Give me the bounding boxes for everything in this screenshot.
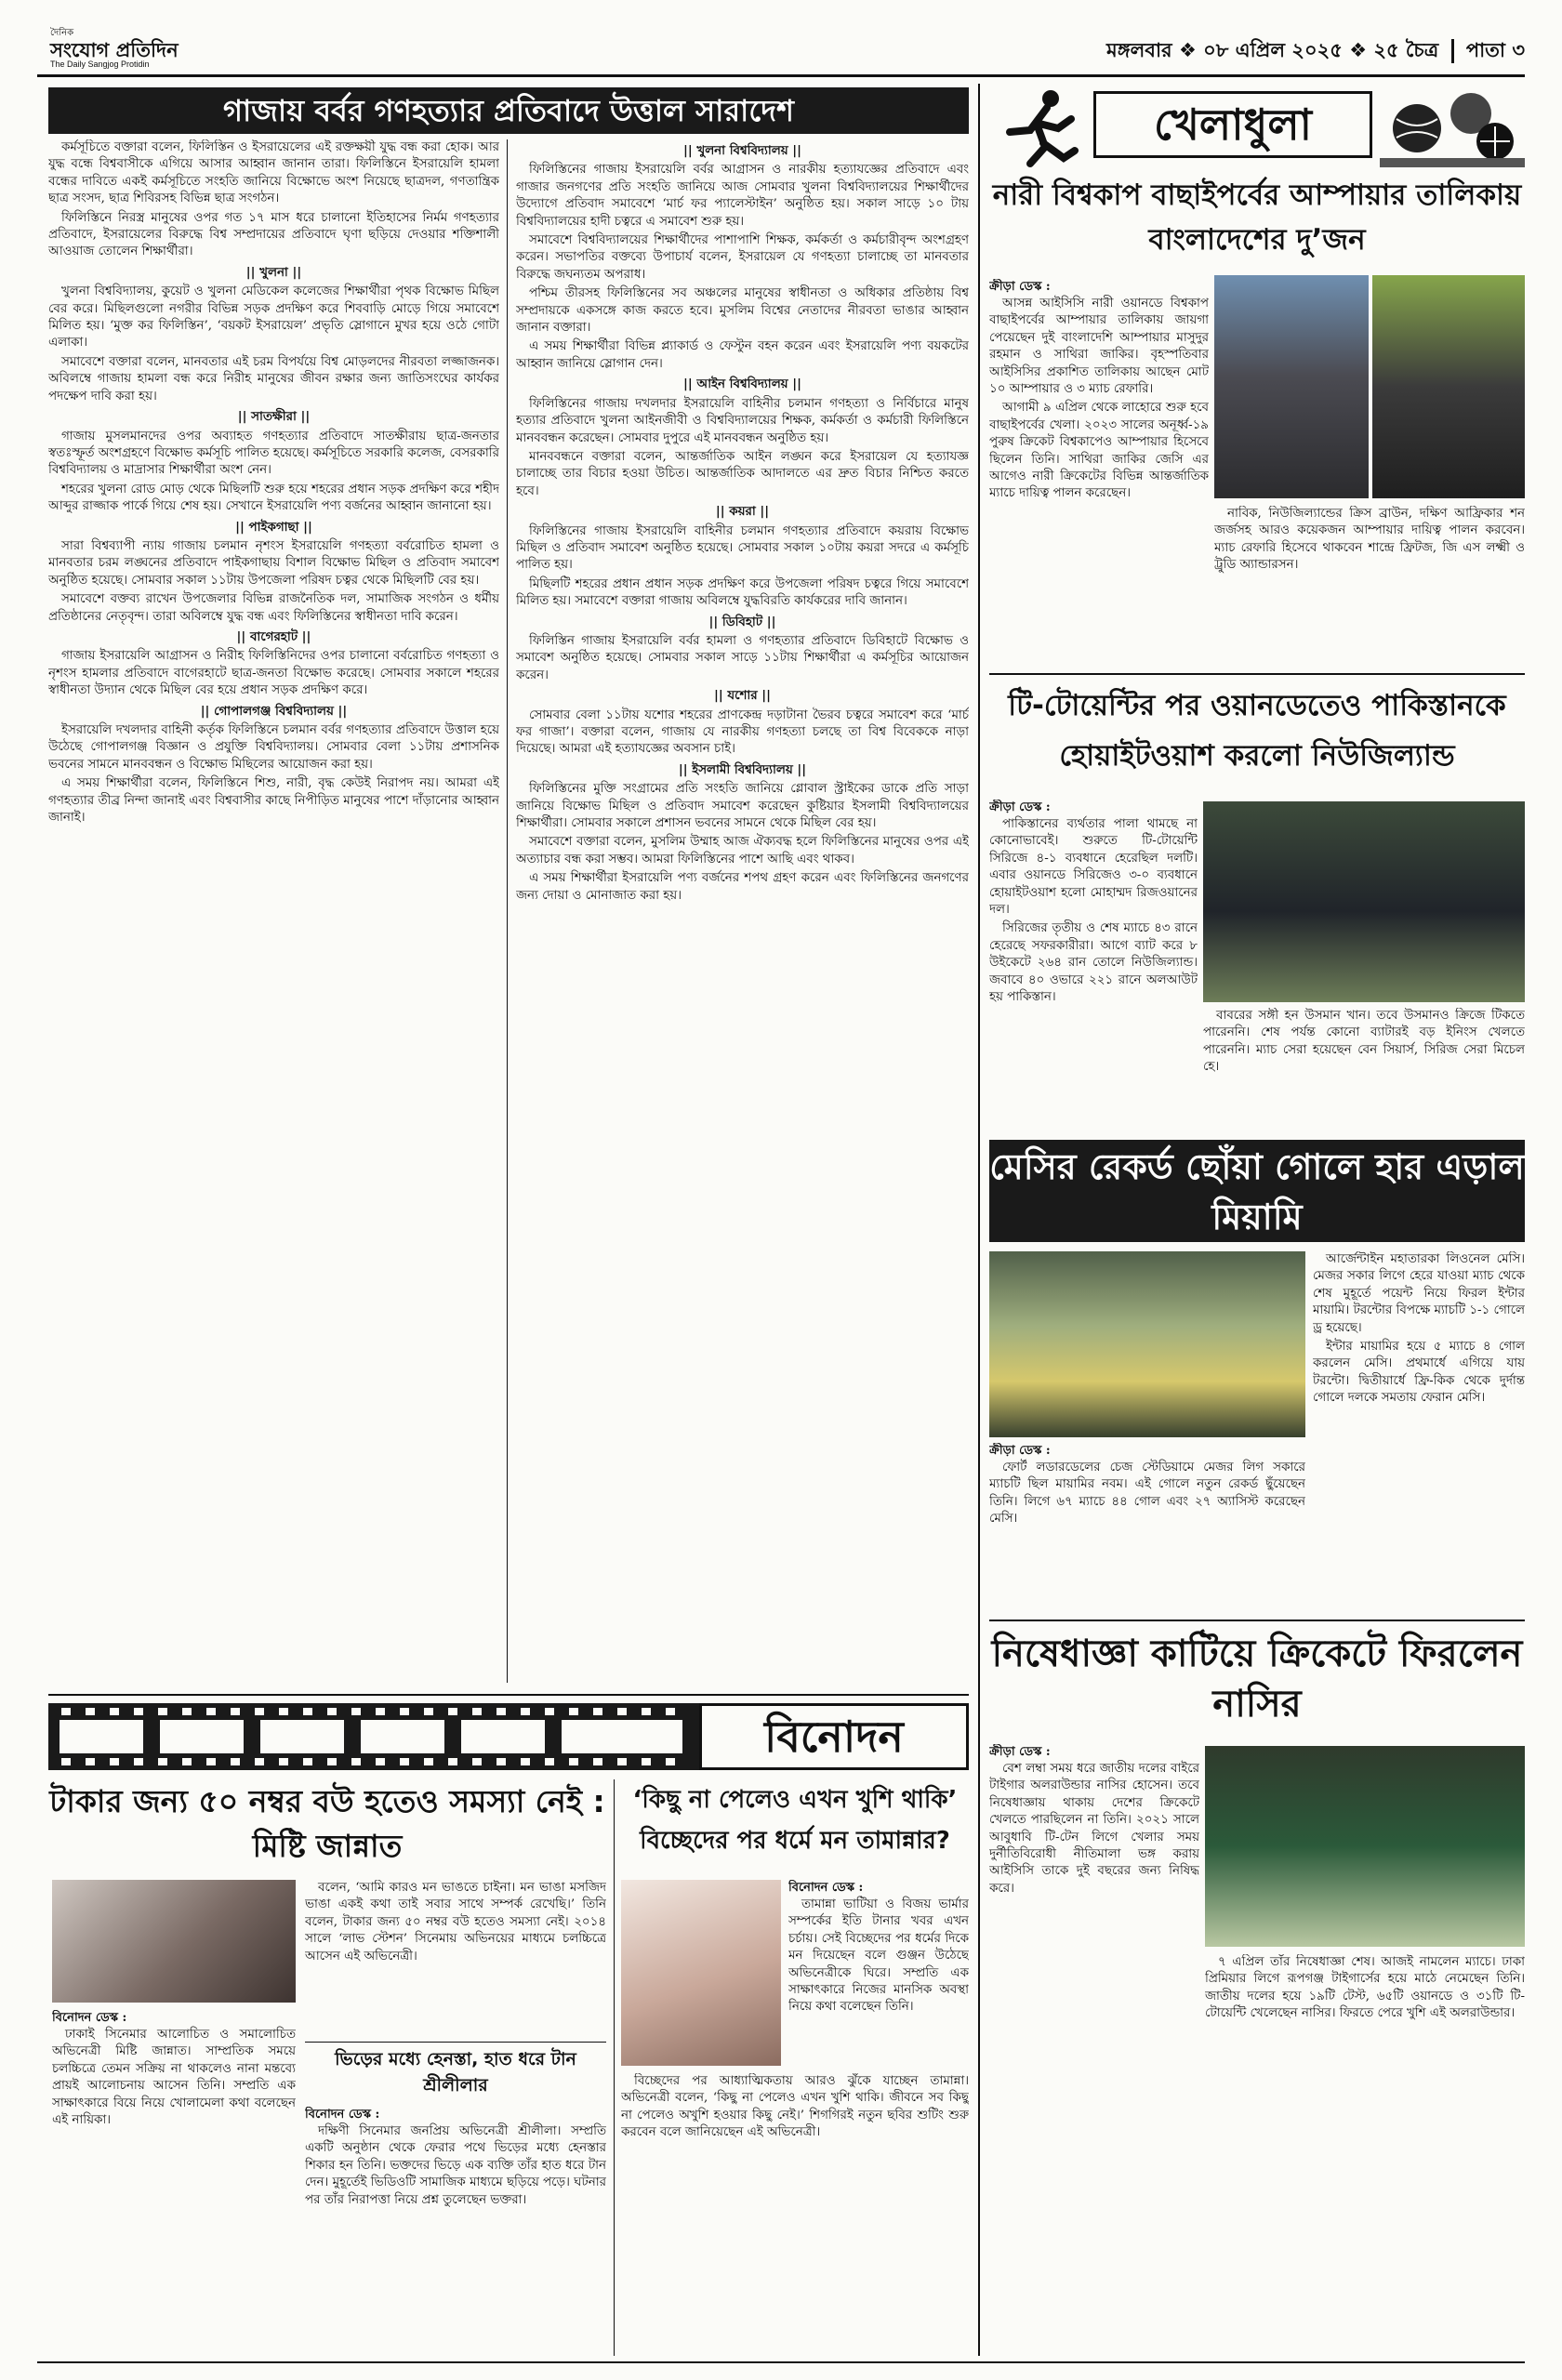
entertainment-story-2-body: বিচ্ছেদের পর আধ্যাত্মিকতায় আরও ঝুঁকে যাচ্ছেন তামান্না। অভিনেত্রী বলেন, ‘কিছু না পেলেও এখন খুশি থাকি। জীবনে সব কিছু না পেলেও অখুশি হওয়ার কিছু নেই।’ শিগগিরই নতুন ছবির শুটিং শুরু করবেন বলে জানিয়েছেন এই অভিনেত্রী।	[621, 2074, 969, 2140]
subhead: || গোপালগঞ্জ বিশ্ববিদ্যালয় ||	[200, 703, 348, 719]
dateline: ক্রীড়া ডেস্ক :	[989, 280, 1051, 294]
runner-graphic	[989, 86, 1092, 169]
logo-prefix: দৈনিক	[50, 28, 74, 38]
brief-body: বিনোদন ডেস্ক : দক্ষিণী সিনেমার জনপ্রিয় অভিনেত্রী শ্রীলীলা। সম্প্রতি একটি অনুষ্ঠান থেকে ফেরার পথে ভিড়ের মধ্যে হেনস্তার শিকার হন তিনি। ভক্তদের ভিড়ে এক ব্যক্তি তাঁর হাত ধরে টান দেন। মুহূর্তেই ভিডিওটি সামাজিক মাধ্যমে ছড়িয়ে পড়ে। ঘটনার পর তাঁর নিরাপত্তা নিয়ে প্রশ্ন তুলেছেন ভক্তরা।	[305, 2108, 606, 2207]
mishti-jannat-photo	[52, 1880, 296, 2003]
dateline: ক্রীড়া ডেস্ক :	[989, 1745, 1051, 1759]
footer-rule	[37, 2361, 1525, 2363]
sports-headline-3: মেসির রেকর্ড ছোঁয়া গোলে হার এড়াল মিয়ামি	[989, 1146, 1525, 1237]
page-number: পাতা ৩	[1465, 39, 1525, 61]
messi-photo	[989, 1251, 1305, 1437]
lead-headline-box	[48, 87, 969, 134]
sports-story-4-body: ৭ এপ্রিল তাঁর নিষেধাজ্ঞা শেষ। আজই নামলেন ম্যাচে। ঢাকা প্রিমিয়ার লিগে রূপগঞ্জ টাইগার্সের হয়ে মাঠে নেমেছেন তিনি। জাতীয় দলের হয়ে ১৯টি টেস্ট, ৬৫টি ওয়ানডে ও ৩১টি টি-টোয়েন্টি খেলেছেন নাসির। ফিরতে পেরে খুশি এই অলরাউন্ডার।	[1205, 1955, 1525, 2021]
masthead-logo	[37, 28, 242, 71]
sports-headline-3-box	[989, 1140, 1525, 1242]
issue-bangla-date: ২৫ চৈত্র	[1373, 39, 1439, 61]
subhead: || ডিবিহাট ||	[708, 614, 776, 629]
sports-section-title: খেলাধুলা	[1093, 91, 1372, 158]
sports-story-2-body: বাবরের সঙ্গী হন উসমান খান। তবে উসমানও ক্রিজে টিকতে পারেননি। শেষ পর্যন্ত কোনো ব্যাটারই বড় ইনিংস খেলতে পারেননি। ম্যাচ সেরা হয়েছেন বেন সিয়ার্স, সিরিজ সেরা মিচেল হে।	[1203, 1009, 1525, 1075]
subhead: || কয়রা ||	[715, 504, 770, 520]
entertainment-story-1-body: বিনোদন ডেস্ক : ঢাকাই সিনেমার আলোচিত ও সমালোচিত অভিনেত্রী মিষ্টি জান্নাত। সাম্প্রতিক সময়ে চলচ্চিত্রে তেমন সক্রিয় না থাকলেও নানা মন্তব্যে প্রায়ই আলোচনায় আসেন তিনি। সম্প্রতি এক সাক্ষাৎকারে বিয়ে নিয়ে খোলামেলা কথা বলেছেন এই নায়িকা।	[52, 2011, 296, 2128]
subhead: || বাগেরহাট ||	[236, 628, 311, 644]
sports-banner	[989, 86, 1525, 169]
story-divider	[989, 673, 1525, 675]
sports-balls-graphic	[1380, 86, 1525, 169]
dateline: বিনোদন ডেস্ক :	[788, 1881, 864, 1895]
story-divider	[989, 1620, 1525, 1621]
subhead: || সাতক্ষীরা ||	[237, 409, 311, 425]
dateline: ক্রীড়া ডেস্ক :	[989, 1444, 1051, 1458]
sports-story-1-body-2: নাবিক, নিউজিল্যান্ডের ক্রিস ব্রাউন, দক্ষিণ আফ্রিকার শন জর্জসহ আরও কয়েকজন আম্পায়ার দায়িত্ব পালন করবেন। ম্যাচ রেফারি হিসেবে থাকবেন শান্দ্রে ফ্রিটজ, জি এস লক্ষ্মী ও ট্রুডি অ্যান্ডারসন।	[1214, 507, 1525, 573]
dateline: বিনোদন ডেস্ক :	[305, 2108, 380, 2122]
sports-headline-4: নিষেধাজ্ঞা কাটিয়ে ক্রিকেটে ফিরলেন নাসির	[991, 1633, 1523, 1726]
subhead: || পাইকগাছা ||	[235, 519, 312, 535]
issue-date: ০৮ এপ্রিল ২০২৫	[1203, 39, 1343, 61]
sports-story-4-side: ক্রীড়া ডেস্ক : বেশ লম্বা সময় ধরে জাতীয় দলের বাইরে টাইগার অলরাউন্ডার নাসির হোসেন। তবে নিষেধাজ্ঞায় থাকায় দেশের ক্রিকেটে খেলতে পারছিলেন না তিনি। ২০২১ সালে আবুধাবি টি-টেন লিগে খেলার সময় দুর্নীতিবিরোধী নীতিমালা ভঙ্গ করায় আইসিসি তাকে দুই বছরের জন্য নিষিদ্ধ করে।	[989, 1745, 1199, 1896]
film-strip-graphic	[48, 1703, 699, 1770]
runner-icon	[989, 86, 1092, 169]
lead-column-2: || খুলনা বিশ্ববিদ্যালয় || ফিলিস্তিনের গাজায় ইসরায়েলি বর্বর আগ্রাসন ও নারকীয় হত্যাযজ্ঞের প্রতিবাদে এবং গাজার জনগণের প্রতি সংহতি জানিয়ে আজ সোমবার খুলনা বিশ্ববিদ্যালয়ের শিক্ষার্থীদের উদ্যোগে প্রতিবাদ সমাবেশে ‘মার্চ ফর প্যালেস্টাইন’ অনুষ্ঠিত হয়। সকাল সাড়ে ১০ টায় বিশ্ববিদ্যালয়ের হাদী চত্বরে এ সমাবেশ শুরু হয়। সমাবেশে বিশ্ববিদ্যালয়ের শিক্ষার্থীদের পাশাপাশি শিক্ষক, কর্মকর্তা ও কর্মচারীবৃন্দ অংশগ্রহণ করেন। সভাপতির বক্তব্যে উপাচার্য বলেন, ইসরায়েল যে গণহত্যা চালাচ্ছে তা মানবতার বিরুদ্ধে জঘন্যতম অপরাধ। পশ্চিম তীরসহ ফিলিস্তিনের সব অঞ্চলের মানুষের স্বাধীনতা ও অধিকার প্রতিষ্ঠায় বিশ্ব সম্প্রদায়কে একসঙ্গে কাজ করতে হবে। মুসলিম বিশ্বের নেতাদের নীরবতা ভাঙার আহ্বান জানান বক্তারা। এ সময় শিক্ষার্থীরা বিভিন্ন প্ল্যাকার্ড ও ফেস্টুন বহন করেন এবং ইসরায়েলি পণ্য বয়কটের আহ্বান জানিয়ে স্লোগান দেন। || আইন বিশ্ববিদ্যালয় || ফিলিস্তিনের গাজায় দখলদার ইসরায়েলি বাহিনীর চলমান গণহত্যা ও নির্বিচারে মানুষ হত্যার প্রতিবাদে খুলনা আইনজীবী ও বিশ্ববিদ্যালয়ের শিক্ষক, কর্মকর্তা ও কর্মচারী ফিলিস্তিনে মানববন্ধন করেছেন। সোমবার দুপুরে এই মানববন্ধন অনুষ্ঠিত হয়। মানববন্ধনে বক্তারা বলেন, আন্তর্জাতিক আইন লঙ্ঘন করে ইসরায়েল যে হত্যাযজ্ঞ চালাচ্ছে তার বিচার হওয়া উচিত। আন্তর্জাতিক আদালতে এর দ্রুত বিচার নিশ্চিত করতে হবে। || কয়রা || ফিলিস্তিনের গাজায় ইসরায়েলি বাহিনীর চলমান গণহত্যার প্রতিবাদে কয়রায় বিক্ষোভ মিছিল ও প্রতিবাদ সমাবেশ অনুষ্ঠিত হয়েছে। সোমবার সকাল ১০টায় কয়রা সদরে এ কর্মসূচি পালিত হয়। মিছিলটি শহরের প্রধান প্রধান সড়ক প্রদক্ষিণ করে উপজেলা পরিষদ চত্বরে গিয়ে সমাবেশে মিলিত হয়। সমাবেশে বক্তারা গাজায় অবিলম্বে যুদ্ধবিরতি কার্যকরের দাবি জানান। || ডিবিহাট || ফিলিস্তিন গাজায় ইসরায়েলি বর্বর হামলা ও গণহত্যার প্রতিবাদে ডিবিহাটে বিক্ষোভ ও সমাবেশ অনুষ্ঠিত হয়েছে। সোমবার সকাল সাড়ে ১১টায় শিক্ষার্থীরা এ কর্মসূচির আয়োজন করেন। || যশোর || সোমবার বেলা ১১টায় যশোর শহরের প্রাণকেন্দ্র দড়াটানা ভৈরব চত্বরে সমাবেশ করে ‘মার্চ ফর গাজা’। বক্তারা বলেন, গাজায় যে নারকীয় গণহত্যা চলছে তা বিশ্ব বিবেককে নাড়া দিয়েছে। আমরা এই হত্যাযজ্ঞের অবসান চাই। || ইসলামী বিশ্ববিদ্যালয় || ফিলিস্তিনের মুক্তি সংগ্রামের প্রতি সংহতি জানিয়ে গ্লোবাল স্ট্রাইকের ডাকে প্রতি সাড়া জানিয়ে বিক্ষোভ মিছিল ও প্রতিবাদ সমাবেশ করেছেন কুষ্টিয়ার ইসলামী বিশ্ববিদ্যালয়ের শিক্ষার্থীরা। সোমবার সকালে প্রশাসন ভবনের সামনে থেকে মিছিল বের হয়। সমাবেশে বক্তারা বলেন, মুসলিম উম্মাহ আজ ঐক্যবদ্ধ হলে ফিলিস্তিনের মানুষের ওপর এই অত্যাচার বন্ধ করা সম্ভব। আমরা ফিলিস্তিনের পাশে আছি এবং থাকব। এ সময় শিক্ষার্থীরা ইসরায়েলি পণ্য বর্জনের শপথ গ্রহণ করেন এবং ফিলিস্তিনের জনগণের জন্য দোয়া ও মোনাজাত করা হয়।	[516, 143, 969, 903]
issue-day: মঙ্গলবার	[1106, 39, 1172, 61]
subhead: || খুলনা ||	[245, 264, 302, 280]
entertainment-headline-2: ‘কিছু না পেলেও এখন খুশি থাকি’ বিচ্ছেদের পর ধর্মে মন তামান্নার?	[632, 1786, 958, 1855]
umpire-photo-2	[1372, 275, 1525, 498]
sports-story-2-side: ক্রীড়া ডেস্ক : পাকিস্তানের ব্যর্থতার পালা থামছে না কোনোভাবেই। শুরুতে টি-টোয়েন্টি সিরিজে ৪-১ ব্যবধানে হেরেছিল দলটি। এবার ওয়ানডে সিরিজেও ৩-০ ব্যবধানে হোয়াইটওয়াশ হলো মোহাম্মদ রিজওয়ানের দল। সিরিজের তৃতীয় ও শেষ ম্যাচে ৪৩ রানে হেরেছে সফরকারীরা। আগে ব্যাট করে ৮ উইকেটে ২৬৪ রান তোলে নিউজিল্যান্ড। জবাবে ৪০ ওভারে ২২১ রানে অলআউট হয় পাকিস্তান।	[989, 800, 1198, 1005]
subhead: || খুলনা বিশ্ববিদ্যালয় ||	[683, 143, 801, 158]
column-divider	[507, 139, 508, 1683]
subhead: || আইন বিশ্ববিদ্যালয় ||	[683, 377, 801, 392]
tamannaah-photo	[621, 1880, 781, 2066]
entertainment-headline-1: টাকার জন্য ৫০ নম্বর বউ হতেও সমস্যা নেই : মিষ্টি জান্নাত	[49, 1783, 605, 1864]
masthead-dateline: মঙ্গলবার ❖ ০৮ এপ্রিল ২০২৫ ❖ ২৫ চৈত্র পাতা ৩	[1106, 39, 1525, 61]
sports-headline-2: টি-টোয়েন্টির পর ওয়ানডেতেও পাকিস্তানকে হোয়াইটওয়াশ করলো নিউজিল্যান্ড	[1008, 689, 1506, 773]
entertainment-story-2-side: বিনোদন ডেস্ক : তামান্না ভাটিয়া ও বিজয় ভার্মার সম্পর্কের ইতি টানার খবর এখন চর্চায়। সেই বিচ্ছেদের পর ধর্মের দিকে মন দিয়েছেন বলে গুঞ্জন উঠেছে অভিনেত্রীকে ঘিরে। সম্প্রতি এক সাক্ষাৎকারে নিজের মানসিক অবস্থা নিয়ে কথা বলেছেন তিনি।	[788, 1881, 969, 2015]
column-divider	[614, 1779, 615, 2356]
entertainment-section-title: বিনোদন	[699, 1703, 969, 1770]
sports-story-1-body: ক্রীড়া ডেস্ক : আসন্ন আইসিসি নারী ওয়ানডে বিশ্বকাপ বাছাইপর্বের আম্পায়ার তালিকায় জায়গা পেয়েছেন দুই বাংলাদেশি আম্পায়ার মাসুদুর রহমান ও সাথিরা জাকির। বৃহস্পতিবার আইসিসির প্রকাশিত তালিকায় আছেন মোট ১০ আম্পায়ার ও ৩ ম্যাচ রেফারি। আগামী ৯ এপ্রিল থেকে লাহোরে শুরু হবে বাছাইপর্বের খেলা। ২০২৩ সালের অনূর্ধ্ব-১৯ পুরুষ ক্রিকেট বিশ্বকাপেও আম্পায়ার হিসেবে ছিলেন তিনি। সাথিরা জাকির জেসি এর আগেও নারী ক্রিকেটের বিভিন্ন আন্তর্জাতিক ম্যাচে দায়িত্ব পালন করেছেন।	[989, 280, 1209, 501]
logo-text: সংযোগ প্রতিদিন	[50, 38, 179, 61]
lead-headline: গাজায় বর্বর গণহত্যার প্রতিবাদে উত্তাল সারাদেশ	[223, 93, 794, 128]
umpire-photo-1	[1214, 275, 1369, 498]
sports-story-3-body: ক্রীড়া ডেস্ক : ফোর্ট লডারডেলের চেজ স্টেডিয়ামে মেজর লিগ সকারে ম্যাচটি ছিল মায়ামির নবম। এই গোলে নতুন রেকর্ড ছুঁয়েছেন তিনি। লিগে ৬৭ ম্যাচে ৪৪ গোল এবং ২৭ অ্যাসিস্ট করেছেন মেসি।	[989, 1444, 1305, 1527]
subhead: || ইসলামী বিশ্ববিদ্যালয় ||	[678, 761, 807, 777]
sports-story-3-side: আর্জেন্টাইন মহাতারকা লিওনেল মেসি। মেজর সকার লিগে হেরে যাওয়া ম্যাচ থেকে শেষ মুহূর্তে পয়েন্ট নিয়ে ফিরল ইন্টার মায়ামি। টরন্টোর বিপক্ষে ম্যাচটি ১-১ গোলে ড্র হয়েছে। ইন্টার মায়ামির হয়ে ৫ ম্যাচে ৪ গোল করলেন মেসি। প্রথমার্ধে এগিয়ে যায় টরন্টো। দ্বিতীয়ার্ধে ফ্রি-কিক থেকে দুর্দান্ত গোলে দলকে সমতায় ফেরান মেসি।	[1313, 1252, 1525, 1406]
new-zealand-team-photo	[1203, 801, 1525, 1002]
section-divider	[978, 84, 980, 2356]
dateline: ক্রীড়া ডেস্ক :	[989, 800, 1051, 814]
nasir-hossain-photo	[1205, 1746, 1525, 1947]
logo-english: The Daily Sangjog Protidin	[50, 60, 150, 69]
sports-balls-icon	[1380, 86, 1525, 169]
masthead-rule	[37, 74, 1525, 77]
sports-headline-1: নারী বিশ্বকাপ বাছাইপর্বের আম্পায়ার তালিকায় বাংলাদেশের দু’জন	[992, 178, 1522, 257]
masthead	[37, 28, 1525, 74]
entertainment-banner	[48, 1703, 969, 1770]
brief-headline: ভিড়ের মধ্যে হেনস্তা, হাত ধরে টান শ্রীলীলার	[305, 2042, 606, 2102]
subhead: || যশোর ||	[713, 688, 772, 704]
film-strip-icon	[48, 1703, 699, 1770]
dateline: বিনোদন ডেস্ক :	[52, 2011, 127, 2025]
entertainment-story-1-right: বলেন, ‘আমি কারও মন ভাঙতে চাইনা। মন ভাঙা মসজিদ ভাঙা একই কথা তাই সবার সাথে সম্পর্ক রেখেছি।’ তিনি বলেন, টাকার জন্য ৫০ নম্বর বউ হতেও সমস্যা নেই। ২০১৪ সালে ‘লাভ স্টেশন’ সিনেমায় অভিনয়ের মাধ্যমে চলচ্চিত্রে আসেন এই অভিনেত্রী।	[305, 1881, 606, 1964]
entertainment-top-rule	[48, 1694, 969, 1696]
lead-column-1: কর্মসূচিতে বক্তারা বলেন, ফিলিস্তিন ও ইসরায়েলের এই রক্তক্ষয়ী যুদ্ধ বন্ধ করা হোক। আর যুদ্ধ বন্ধে বিশ্ববাসীকে এগিয়ে আসার আহ্বান জানান তারা। ফিলিস্তিনে ইসরায়েলি হামলা বন্ধের দাবিতে একই কর্মসূচিতে সংহতি জানিয়ে বিক্ষোভে অংশ নিয়েছে ছাত্রদল, গণতান্ত্রিক ছাত্র সংসদ, ছাত্র শিবিরসহ বিভিন্ন ছাত্র সংগঠন। ফিলিস্তিনে নিরস্ত্র মানুষের ওপর গত ১৭ মাস ধরে চালানো ইতিহাসের নির্মম গণহত্যার প্রতিবাদে, ইসরায়েলের বিরুদ্ধে বিশ্ব সম্প্রদায়ের প্রতিবাদে ঘৃণা ছড়িয়ে দেওয়ার শক্তিশালী আওয়াজ তোলেন শিক্ষার্থীরা। || খুলনা || খুলনা বিশ্ববিদ্যালয়, কুয়েট ও খুলনা মেডিকেল কলেজের শিক্ষার্থীরা পৃথক বিক্ষোভ মিছিল বের করে। মিছিলগুলো নগরীর বিভিন্ন সড়ক প্রদক্ষিণ করে শিববাড়ি মোড়ে গিয়ে সমাবেশে মিলিত হয়। ‘মুক্ত কর ফিলিস্তিন’, ‘বয়কট ইসরায়েল’ প্রভৃতি স্লোগানে মুখর হয়ে ওঠে গোটা এলাকা। সমাবেশে বক্তারা বলেন, মানবতার এই চরম বিপর্যয়ে বিশ্ব মোড়লদের নীরবতা লজ্জাজনক। অবিলম্বে গাজায় হামলা বন্ধ করে নিরীহ মানুষের জীবন রক্ষার জন্য জাতিসংঘের কার্যকর পদক্ষেপ দাবি করা হয়। || সাতক্ষীরা || গাজায় মুসলমানদের ওপর অব্যাহত গণহত্যার প্রতিবাদে সাতক্ষীরায় ছাত্র-জনতার স্বতঃস্ফূর্ত অংশগ্রহণে বিক্ষোভ কর্মসূচি পালিত হয়েছে। কর্মসূচিতে সরকারি কলেজ, বেসরকারি বিশ্ববিদ্যালয় ও মাদ্রাসার শিক্ষার্থীরা অংশ নেন। শহরের খুলনা রোড মোড় থেকে মিছিলটি শুরু হয়ে শহরের প্রধান সড়ক প্রদক্ষিণ করে শহীদ আব্দুর রাজ্জাক পার্কে গিয়ে শেষ হয়। সেখানে ইসরায়েলি পণ্য বর্জনের আহ্বান জানানো হয়। || পাইকগাছা || সারা বিশ্বব্যাপী ন্যায় গাজায় চলমান নৃশংস ইসরায়েলি গণহত্যা বর্বরোচিত হামলা ও মানবতার চরম লঙ্ঘনের প্রতিবাদে পাইকগাছায় বিশাল বিক্ষোভ মিছিল ও প্রতিবাদ সমাবেশ অনুষ্ঠিত হয়েছে। সোমবার সকাল ১১টায় উপজেলা পরিষদ চত্বর থেকে মিছিলটি বের হয়। সমাবেশে বক্তব্য রাখেন উপজেলার বিভিন্ন রাজনৈতিক দল, সামাজিক সংগঠন ও ধর্মীয় প্রতিষ্ঠানের নেতৃবৃন্দ। তারা অবিলম্বে যুদ্ধ বন্ধ এবং ফিলিস্তিনের স্বাধীনতা দাবি করেন। || বাগেরহাট || গাজায় ইসরায়েলি আগ্রাসন ও নিরীহ ফিলিস্তিনিদের ওপর চালানো বর্বরোচিত গণহত্যা ও নৃশংস হামলার প্রতিবাদে বাগেরহাটে ছাত্র-জনতা বিক্ষোভ করেছে। সোমবার সকালে শহরের স্বাধীনতা উদ্যান থেকে মিছিল বের হয়ে প্রধান সড়ক প্রদক্ষিণ করে। || গোপালগঞ্জ বিশ্ববিদ্যালয় || ইসরায়েলি দখলদার বাহিনী কর্তৃক ফিলিস্তিনে চলমান বর্বর গণহত্যার প্রতিবাদে উত্তাল হয়ে উঠেছে গোপালগঞ্জ বিজ্ঞান ও প্রযুক্তি বিশ্ববিদ্যালয়। সোমবার বেলা ১১টায় প্রশাসনিক ভবনের সামনে মানববন্ধন ও বিক্ষোভ মিছিলের আয়োজন করা হয়। এ সময় শিক্ষার্থীরা বলেন, ফিলিস্তিনে শিশু, নারী, বৃদ্ধ কেউই নিরাপদ নয়। আমরা এই গণহত্যার তীব্র নিন্দা জানাই এবং বিশ্ববাসীর কাছে নিপীড়িত মানুষের পাশে দাঁড়ানোর আহ্বান জানাই।	[48, 140, 499, 826]
